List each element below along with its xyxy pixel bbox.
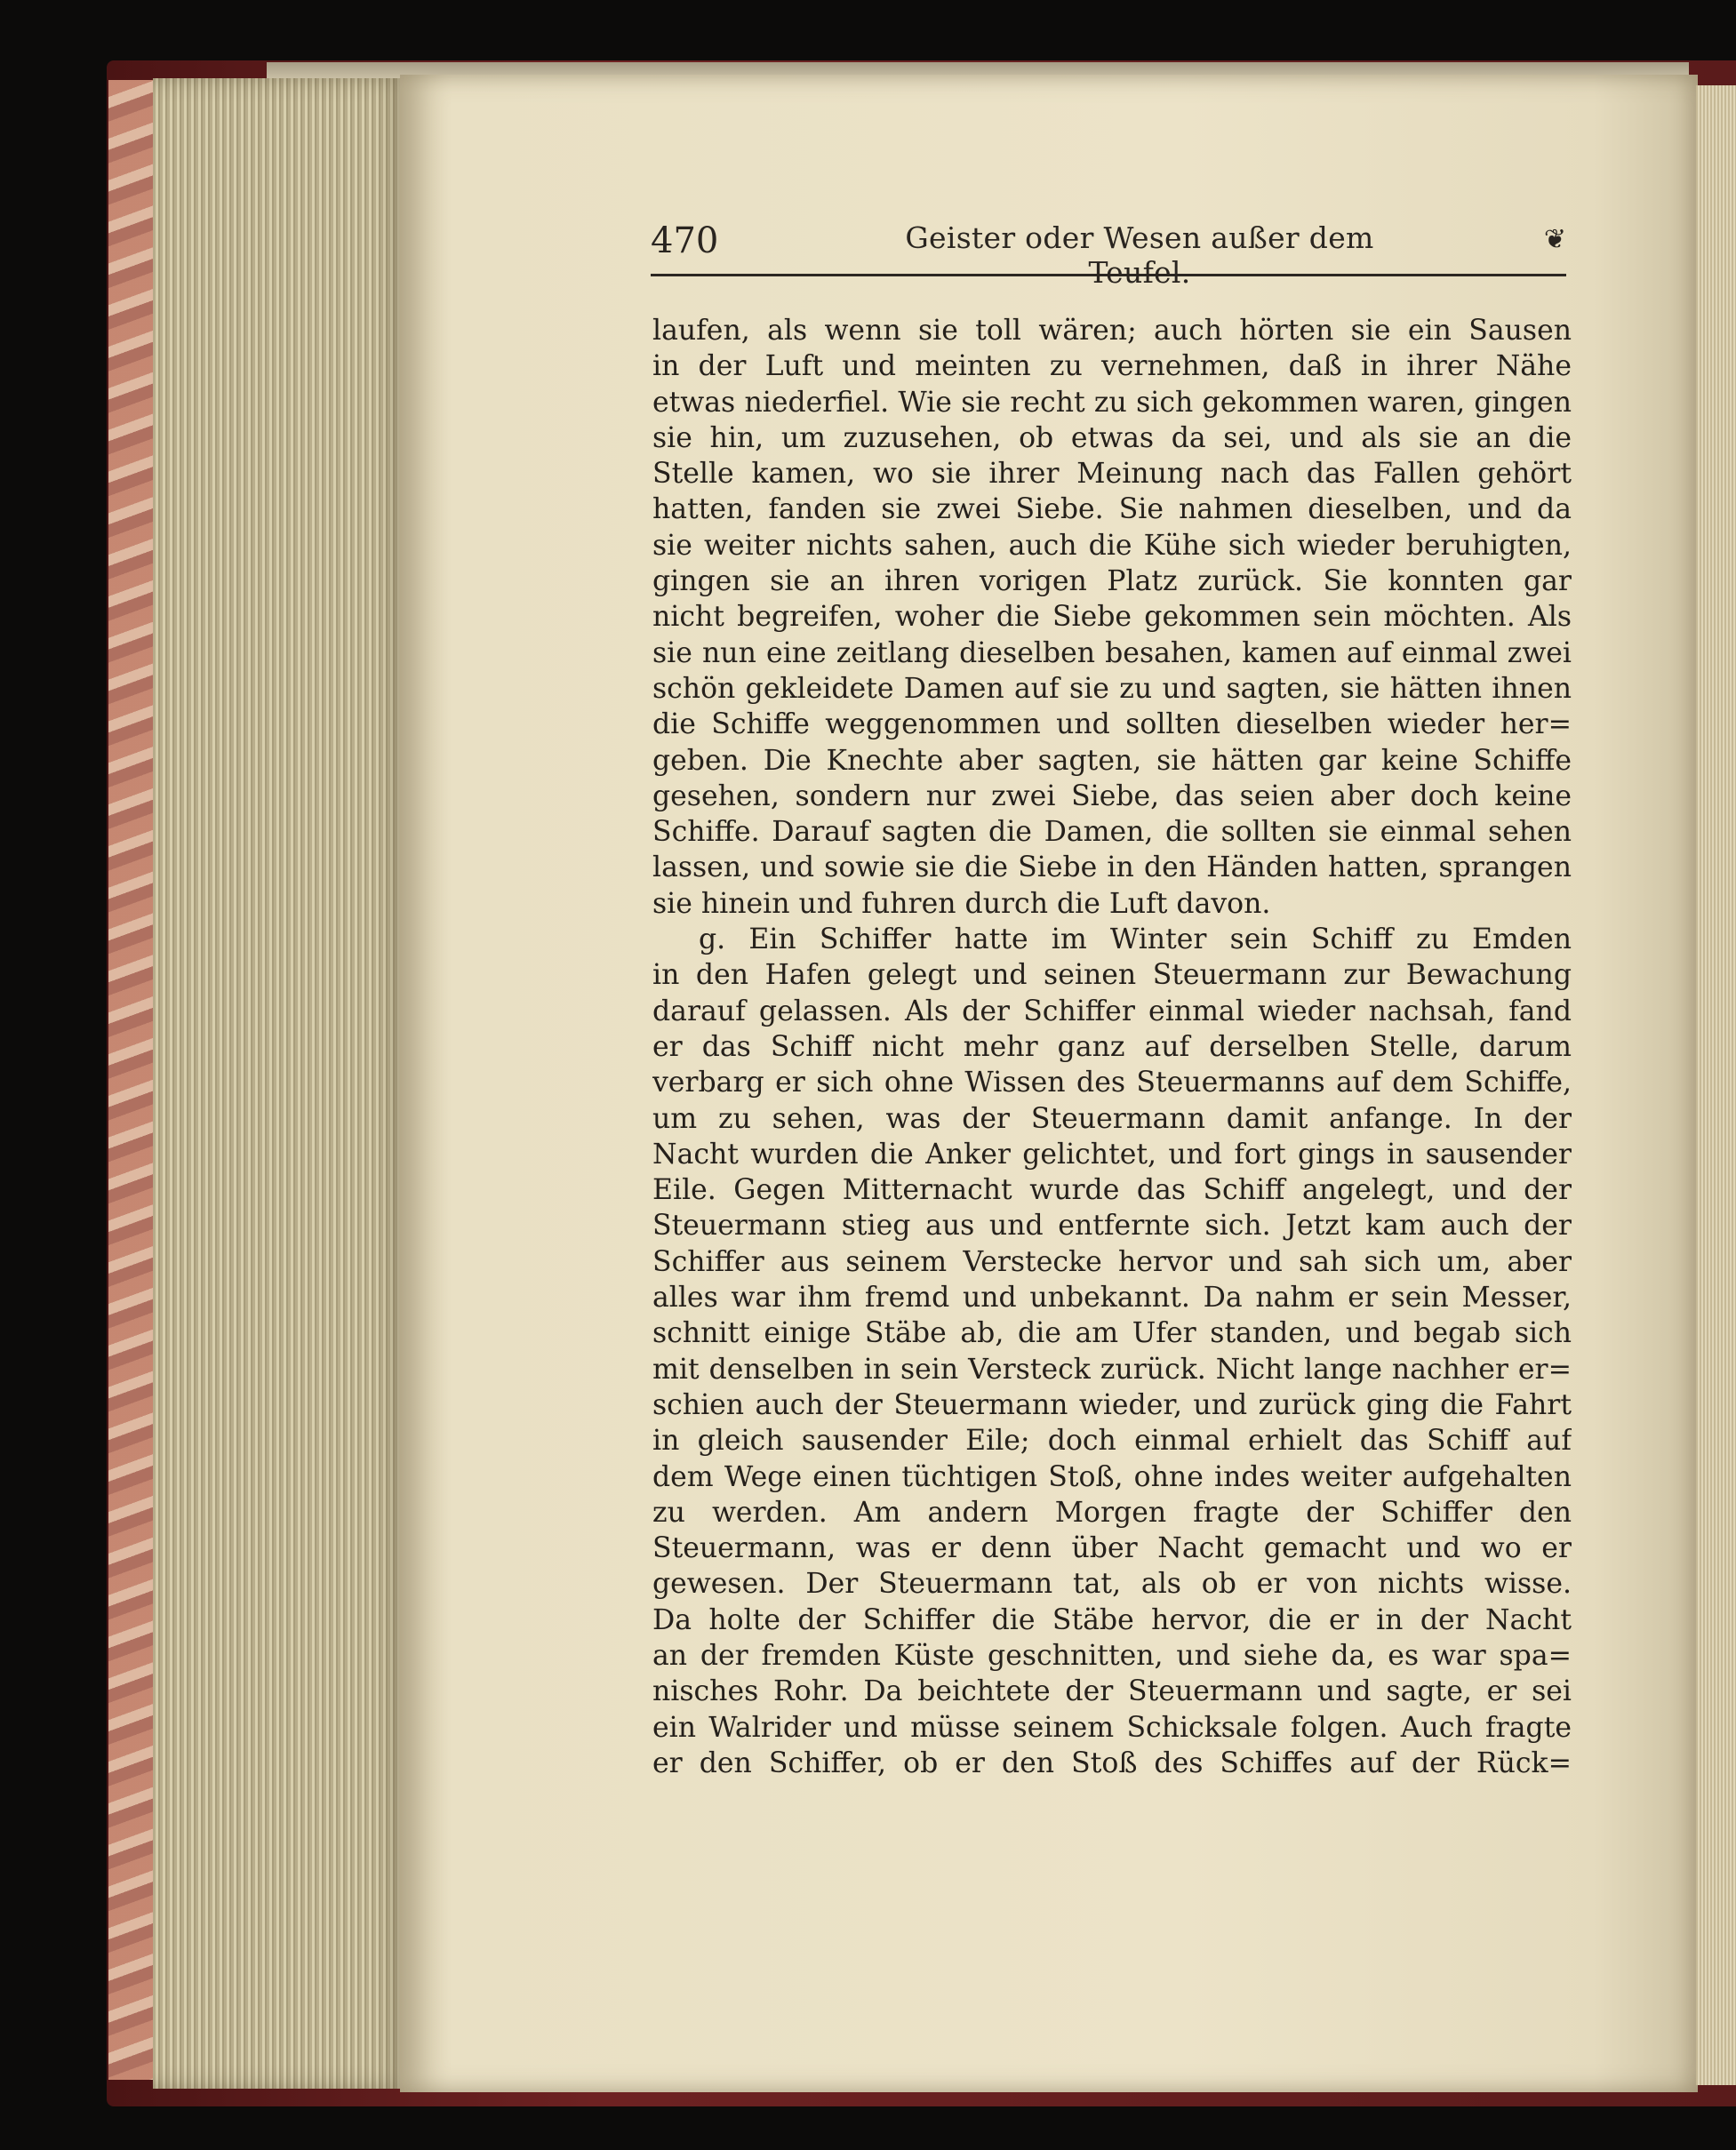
text-line: geben. Die Knechte aber sagten, sie hätten gar keine Schiffe — [652, 744, 1572, 777]
text-line: sie hin, um zuzusehen, ob etwas da sei, und als sie an die — [652, 421, 1572, 454]
text-line: etwas niederfiel. Wie sie recht zu sich gekommen waren, gingen — [652, 386, 1572, 419]
text-line: nicht begreifen, woher die Siebe gekommen sein möchten. Als — [652, 601, 1572, 634]
page-number: 470 — [651, 220, 719, 261]
page-stack-edge — [153, 78, 411, 2089]
text-line: Schiffe. Darauf sagten die Damen, die sollten sie einmal sehen — [652, 816, 1572, 849]
text-line: Da holte der Schiffer die Stäbe hervor, die er in der Nacht — [652, 1603, 1572, 1636]
next-page-edge — [1696, 85, 1736, 2085]
text-line: lassen, und sowie sie die Siebe in den Händen hatten, sprangen — [652, 851, 1572, 884]
text-line: an der fremden Küste geschnitten, und siehe da, es war spa= — [652, 1639, 1572, 1672]
page-header — [651, 220, 1566, 290]
ornament-icon: ❦ — [1543, 224, 1566, 255]
text-line: in den Hafen gelegt und seinen Steuermann zur Bewachung — [652, 959, 1572, 992]
text-line: zu werden. Am andern Morgen fragte der Schiffer den — [652, 1496, 1572, 1529]
text-line: laufen, als wenn sie toll wären; auch hörten sie ein Sausen — [652, 315, 1572, 347]
text-line: schien auch der Steuermann wieder, und zurück ging die Fahrt — [652, 1388, 1572, 1421]
text-line: Schiffer aus seinem Verstecke hervor und sah sich um, aber — [652, 1245, 1572, 1278]
text-line: Steuermann, was er denn über Nacht gemacht und wo er — [652, 1532, 1572, 1565]
text-line: dem Wege einen tüchtigen Stoß, ohne indes weiter aufgehalten — [652, 1460, 1572, 1493]
text-line: um zu sehen, was der Steuermann damit anfange. In der — [652, 1102, 1572, 1135]
text-line: alles war ihm fremd und unbekannt. Da nahm er sein Messer, — [652, 1282, 1572, 1315]
text-line: Nacht wurden die Anker gelichtet, und fort gings in sausender — [652, 1138, 1572, 1171]
text-line: hatten, fanden sie zwei Siebe. Sie nahmen dieselben, und da — [652, 493, 1572, 526]
text-line: sie hinein und fuhren durch die Luft davon. — [652, 887, 1271, 920]
text-line: ein Walrider und müsse seinem Schicksale folgen. Auch fragte — [652, 1711, 1572, 1744]
body-text — [652, 313, 1572, 1781]
text-line: er das Schiff nicht mehr ganz auf derselben Stelle, darum — [652, 1030, 1572, 1063]
text-line: gesehen, sondern nur zwei Siebe, das seien aber doch keine — [652, 779, 1572, 812]
text-line: g. Ein Schiffer hatte im Winter sein Schiff zu Emden — [699, 923, 1572, 956]
text-line: schnitt einige Stäbe ab, die am Ufer standen, und begab sich — [652, 1317, 1572, 1350]
text-line: schön gekleidete Damen auf sie zu und sagten, sie hätten ihnen — [652, 672, 1572, 705]
text-line: Steuermann stieg aus und entfernte sich. Jetzt kam auch der — [652, 1210, 1572, 1243]
text-line: Stelle kamen, wo sie ihrer Meinung nach das Fallen gehört — [652, 458, 1572, 491]
text-line: die Schiffe weggenommen und sollten dieselben wieder her= — [652, 708, 1572, 741]
text-line: mit denselben in sein Versteck zurück. Nicht lange nachher er= — [652, 1353, 1572, 1386]
text-line: sie nun eine zeitlang dieselben besahen, kamen auf einmal zwei — [652, 636, 1572, 669]
text-line: gewesen. Der Steuermann tat, als ob er von nichts wisse. — [652, 1568, 1572, 1601]
text-line: in der Luft und meinten zu vernehmen, daß in ihrer Nähe — [652, 350, 1572, 383]
running-head: Geister oder Wesen außer dem Teufel. — [905, 220, 1374, 290]
text-line: in gleich sausender Eile; doch einmal erhielt das Schiff auf — [652, 1425, 1572, 1458]
text-line: darauf gelassen. Als der Schiffer einmal wieder nachsah, fand — [652, 995, 1572, 1027]
marbled-edge — [108, 80, 155, 2080]
text-line: er den Schiffer, ob er den Stoß des Schiffes auf der Rück= — [652, 1746, 1572, 1779]
text-line: verbarg er sich ohne Wissen des Steuermanns auf dem Schiffe, — [652, 1067, 1572, 1099]
text-line: Eile. Gegen Mitternacht wurde das Schiff angelegt, und der — [652, 1174, 1572, 1207]
text-line: gingen sie an ihren vorigen Platz zurück. Sie konnten gar — [652, 565, 1572, 598]
text-line: nisches Rohr. Da beichtete der Steuermann und sagte, er sei — [652, 1675, 1572, 1708]
text-line: sie weiter nichts sahen, auch die Kühe sich wieder beruhigten, — [652, 529, 1572, 562]
